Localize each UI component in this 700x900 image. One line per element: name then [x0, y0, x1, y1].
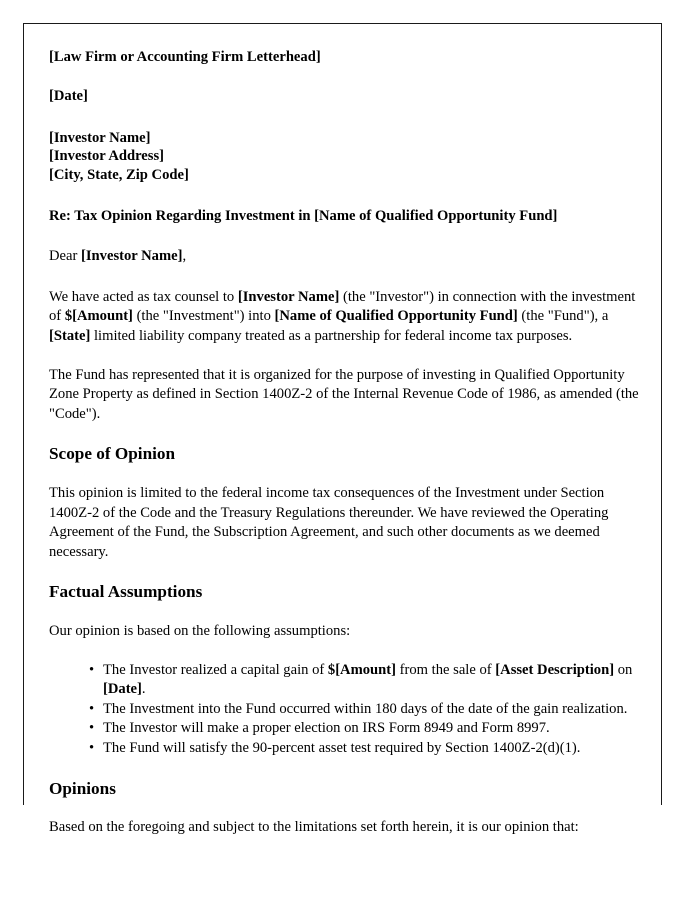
intro-paragraph: [49, 288, 639, 347]
list-item: [89, 719, 639, 739]
section-heading-scope-of-opinion: Scope of Opinion: [49, 444, 176, 464]
assumption-1-asset-placeholder: [Asset Description]: [495, 661, 615, 678]
date-line: [Date]: [49, 88, 88, 105]
recipient-address-block: [49, 129, 639, 185]
salutation-suffix: ,: [182, 248, 187, 265]
intro-amount-placeholder: $[Amount]: [64, 308, 133, 325]
scope-of-opinion-paragraph: This opinion is limited to the federal income tax consequences of the Investment under Section 1400Z-2 of the Code and the Treasury Regulations thereunder. We have reviewed the Operating Agreement of the Fund, the Subscription Agreement, and such other documents as we deemed necessary.: [49, 484, 609, 560]
representation-paragraph: The Fund has represented that it is organized for the purpose of investing in Qualified Opportunity Zone Property as defined in Section 1400Z-2 of the Internal Revenue Code of 1986, as amended (the "Code").: [49, 366, 639, 422]
re-line: Re: Tax Opinion Regarding Investment in [Name of Qualified Opportunity Fund]: [49, 207, 558, 224]
opinions-intro-paragraph: Based on the foregoing and subject to the limitations set forth herein, it is our opinion that:: [49, 819, 579, 836]
section-heading-factual-assumptions: Factual Assumptions: [49, 582, 203, 602]
intro-seg-2: (the "Investor") in connection with the investment of: [49, 288, 636, 325]
intro-state-placeholder: [State]: [49, 327, 91, 344]
assumption-2-text: The Investment into the Fund occurred within 180 days of the date of the gain realization.: [103, 700, 628, 717]
section-heading-opinions: Opinions: [49, 778, 116, 798]
intro-investor-placeholder: [Investor Name]: [237, 288, 340, 305]
factual-assumptions-intro: Our opinion is based on the following assumptions:: [49, 622, 351, 639]
list-item: [89, 739, 639, 759]
intro-seg-5: limited liability company treated as a partnership for federal income tax purposes.: [90, 327, 573, 344]
assumption-1-date-placeholder: [Date]: [103, 681, 142, 698]
assumption-1-seg-3: on: [614, 661, 633, 678]
salutation-name: [Investor Name]: [81, 248, 183, 265]
document-content: [24, 24, 661, 838]
assumptions-list: [49, 661, 639, 759]
assumption-1-seg-1: The Investor realized a capital gain of: [103, 661, 328, 678]
assumption-3-text: The Investor will make a proper election on IRS Form 8949 and Form 8997.: [103, 720, 550, 737]
assumption-4-text: The Fund will satisfy the 90-percent asset test required by Section 1400Z-2(d)(1).: [103, 740, 581, 757]
salutation: [49, 247, 639, 266]
assumption-1-seg-2: from the sale of: [396, 661, 496, 678]
recipient-address: [Investor Address]: [49, 148, 165, 165]
intro-seg-1: We have acted as tax counsel to: [49, 288, 238, 305]
document-page: [23, 23, 662, 836]
salutation-prefix: Dear: [49, 248, 82, 265]
intro-seg-3: (the "Investment") into: [132, 308, 275, 325]
recipient-name: [Investor Name]: [49, 129, 151, 146]
recipient-city-state-zip: [City, State, Zip Code]: [49, 167, 189, 184]
list-item: [89, 661, 639, 700]
letterhead: [Law Firm or Accounting Firm Letterhead]: [49, 49, 321, 65]
intro-fund-placeholder: [Name of Qualified Opportunity Fund]: [274, 308, 518, 325]
list-item: [89, 700, 639, 720]
assumption-1-amount-placeholder: $[Amount]: [327, 661, 396, 678]
assumption-1-seg-4: .: [141, 681, 146, 698]
intro-seg-4: (the "Fund"), a: [517, 308, 609, 325]
